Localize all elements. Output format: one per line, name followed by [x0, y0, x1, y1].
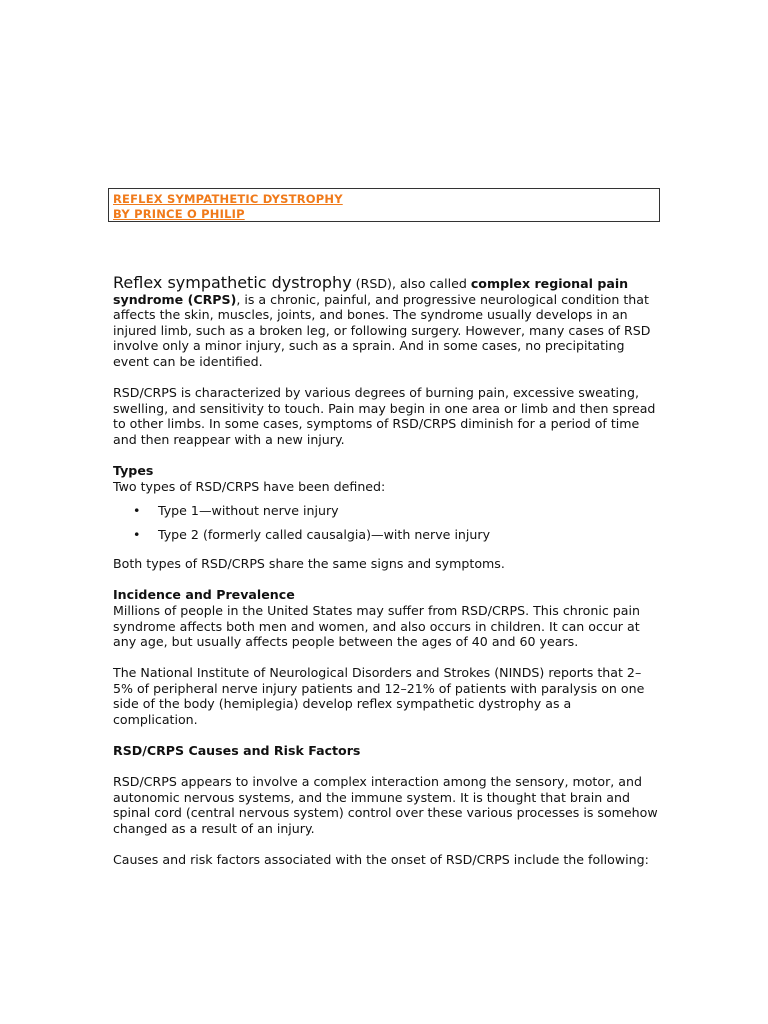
intro-rest: , is a chronic, painful, and progressive neurological condition that affects the skin, muscles, joints, and bones. The syndrome usually develops in an injured limb, such as a broken leg, or following surgery. However, many cases of RSD involve only a minor injury, such as a sprain. And in some cases, no precipitating event can be identified. [113, 291, 651, 369]
symptoms-paragraph: RSD/CRPS is characterized by various degrees of burning pain, excessive sweating, swelling, and sensitivity to touch. Pain may begin in one area or limb and then spread to other limbs. In some cases, symptoms of RSD/CRPS diminish for a period of time and then reappear with a new injury. [113, 385, 656, 447]
causes-paragraph-1: RSD/CRPS appears to involve a complex interaction among the sensory, motor, and autonomic nervous systems, and the immune system. It is thought that brain and spinal cord (central nervous system) control over these various processes is somehow changed as a result of an injury. [113, 774, 658, 837]
document-author[interactable]: BY PRINCE O PHILIP [113, 207, 245, 221]
list-item-text: Type 1—without nerve injury [158, 503, 339, 519]
incidence-paragraph-1: Millions of people in the United States may suffer from RSD/CRPS. This chronic pain syndrome affects both men and women, and also occurs in children. It can occur at any age, but usually affects people between the ages of 40 and 60 years. [113, 603, 640, 650]
document-body [113, 275, 658, 883]
document-title[interactable]: REFLEX SYMPATHETIC DYSTROPHY [113, 192, 343, 206]
intro-abbr: (RSD), also called [351, 276, 471, 291]
intro-alt-term: complex regional pain syndrome (CRPS) [113, 276, 629, 307]
causes-heading: RSD/CRPS Causes and Risk Factors [113, 743, 361, 759]
list-item [113, 527, 658, 543]
types-heading: Types [113, 462, 154, 478]
types-intro: Two types of RSD/CRPS have been defined: [113, 478, 386, 494]
intro-term: Reflex sympathetic dystrophy [113, 273, 352, 292]
bullet-icon: • [133, 526, 141, 542]
bullet-icon: • [133, 503, 141, 519]
intro-paragraph [113, 275, 658, 370]
incidence-paragraph-2: The National Institute of Neurological Disorders and Strokes (NINDS) reports that 2–5% of peripheral nerve injury patients and 12–21% of patients with paralysis on one side of the body (hemiplegia) develop reflex sympathetic dystrophy as a complication. [113, 665, 645, 728]
incidence-heading: Incidence and Prevalence [113, 587, 295, 603]
title-box [108, 188, 660, 222]
list-item [113, 503, 658, 519]
list-item-text: Type 2 (formerly called causalgia)—with nerve injury [158, 526, 491, 542]
types-list [113, 503, 658, 542]
causes-paragraph-2: Causes and risk factors associated with the onset of RSD/CRPS include the following: [113, 852, 649, 868]
types-outro: Both types of RSD/CRPS share the same signs and symptoms. [113, 556, 505, 572]
